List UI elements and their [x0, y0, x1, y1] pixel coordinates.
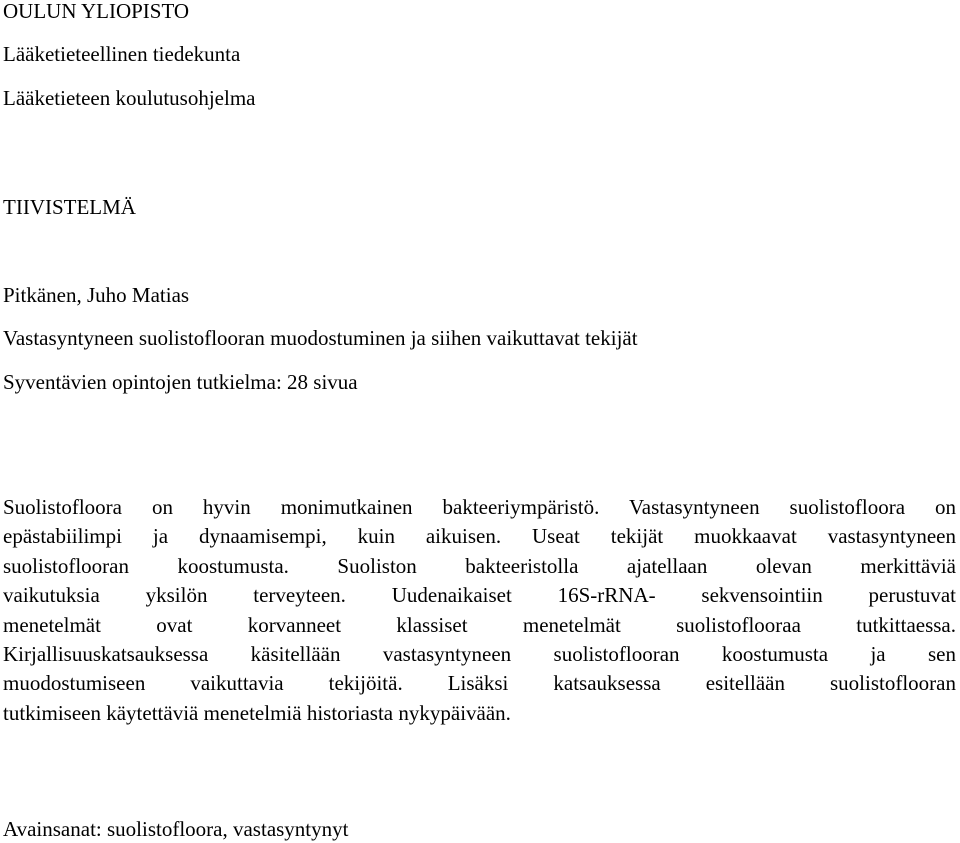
abstract-line: suolistoflooran koostumusta. Suoliston bakteeristolla ajatellaan olevan merkittäviä	[3, 553, 956, 578]
abstract-line: muodostumiseen vaikuttavia tekijöitä. Lisäksi katsauksessa esitellään suolistoflooran	[3, 671, 956, 696]
faculty-name: Lääketieteellinen tiedekunta	[3, 42, 241, 66]
author-name: Pitkänen, Juho Matias	[3, 283, 190, 307]
abstract-line: Kirjallisuuskatsauksessa käsitellään vastasyntyneen suolistoflooran koostumusta ja sen	[3, 641, 956, 666]
abstract-line: vaikutuksia yksilön terveyteen. Uudenaikaiset 16S-rRNA- sekvensointiin perustuvat	[3, 583, 956, 608]
section-title: TIIVISTELMÄ	[3, 195, 136, 219]
thesis-type-pages: Syventävien opintojen tutkielma: 28 sivua	[3, 370, 358, 394]
abstract-body	[3, 493, 956, 728]
abstract-line: epästabiilimpi ja dynaamisempi, kuin aikuisen. Useat tekijät muokkaavat vastasyntyneen	[3, 524, 956, 549]
keywords: Avainsanat: suolistofloora, vastasyntynyt	[3, 817, 349, 841]
thesis-title: Vastasyntyneen suolistoflooran muodostuminen ja siihen vaikuttavat tekijät	[3, 326, 638, 350]
abstract-line: tutkimiseen käytettäviä menetelmiä historiasta nykypäivään.	[3, 700, 511, 725]
programme-name: Lääketieteen koulutusohjelma	[3, 86, 256, 110]
university-name: OULUN YLIOPISTO	[3, 0, 190, 23]
abstract-line: Suolistofloora on hyvin monimutkainen bakteeriympäristö. Vastasyntyneen suolistofloora on	[3, 495, 956, 519]
abstract-line: menetelmät ovat korvanneet klassiset menetelmät suolistoflooraa tutkittaessa.	[3, 612, 956, 637]
